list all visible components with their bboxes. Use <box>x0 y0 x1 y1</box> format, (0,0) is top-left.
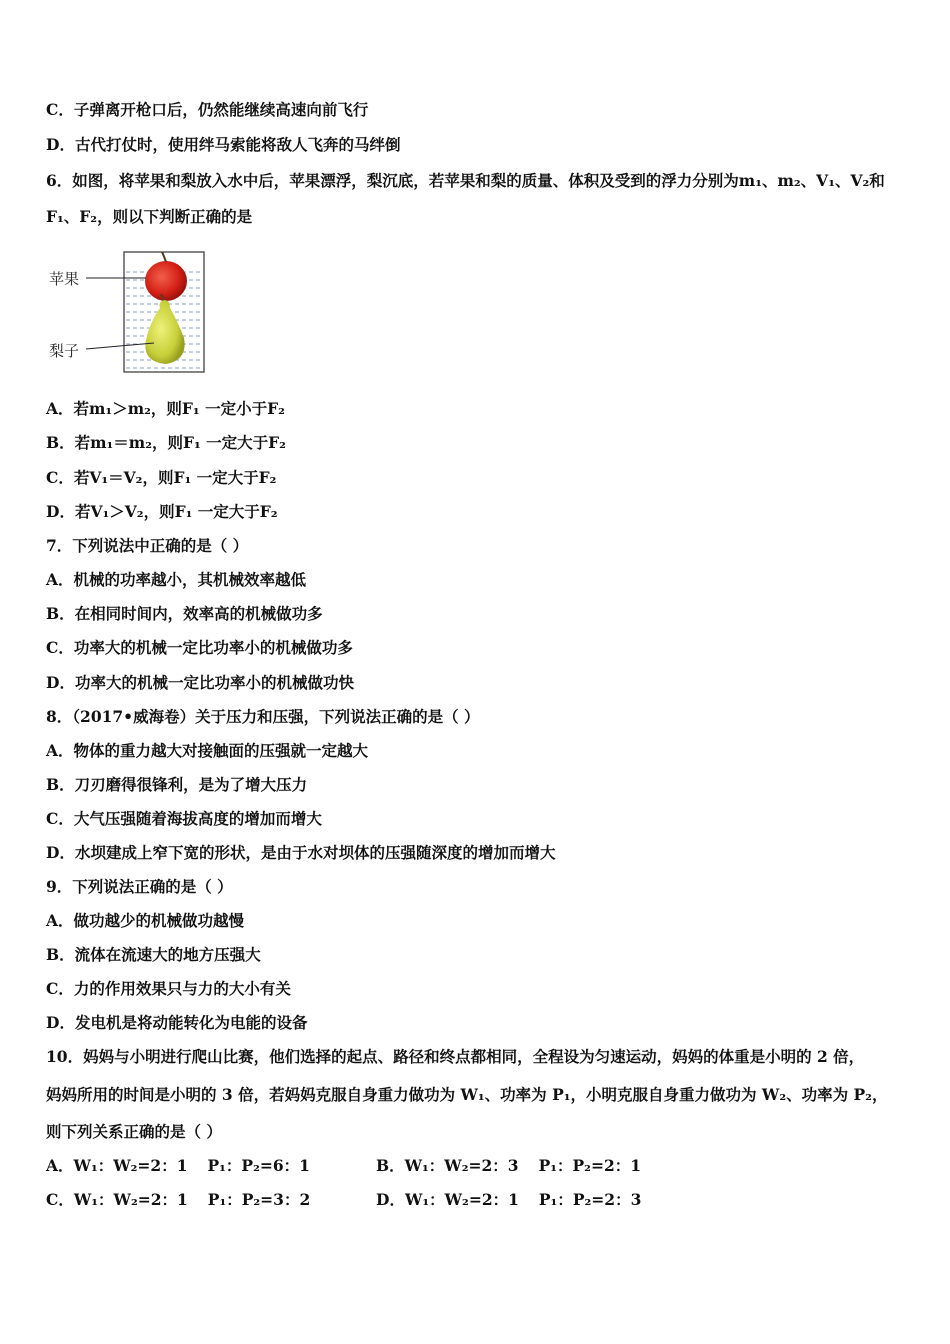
q9-option-c: C．力的作用效果只与力的大小有关 <box>46 979 291 998</box>
q8-option-d: D．水坝建成上窄下宽的形状，是由于水对坝体的压强随深度的增加而增大 <box>46 843 556 862</box>
q10-option-b <box>376 1156 641 1176</box>
q8-stem: 8．（2017•威海卷）关于压力和压强，下列说法正确的是（ ） <box>46 707 480 726</box>
apple-label: 苹果 <box>49 270 80 288</box>
q9-option-b: B．流体在流速大的地方压强大 <box>46 945 261 964</box>
q6-stem-line-2: F₁、F₂，则以下判断正确的是 <box>46 207 253 226</box>
q10-option-c-power: P₁：P₂=3：2 <box>207 1190 311 1209</box>
q10-option-c-label: C． <box>46 1190 74 1209</box>
q5-option-d: D．古代打仗时，使用绊马索能将敌人飞奔的马绊倒 <box>46 135 401 154</box>
apple-pear-figure <box>46 248 211 376</box>
q10-option-d <box>376 1190 641 1210</box>
q7-stem: 7．下列说法中正确的是（ ） <box>46 536 249 555</box>
q10-stem-line-2: 妈妈所用的时间是小明的 3 倍，若妈妈克服自身重力做功为 W₁、功率为 P₁，小明克服自身重力做功为 W₂、功率为 P₂， <box>46 1085 888 1104</box>
q6-option-d: D．若V₁＞V₂，则F₁ 一定大于F₂ <box>46 502 278 521</box>
pear-label: 梨子 <box>49 342 80 360</box>
q10-option-c-work: W₁：W₂=2：1 <box>73 1190 188 1209</box>
q7-option-b: B．在相同时间内，效率高的机械做功多 <box>46 604 323 623</box>
q6-option-a: A．若m₁＞m₂，则F₁ 一定小于F₂ <box>46 399 285 418</box>
q7-option-c: C．功率大的机械一定比功率小的机械做功多 <box>46 638 353 657</box>
q10-option-a-power: P₁：P₂=6：1 <box>207 1156 310 1175</box>
q10-option-b-work: W₁：W₂=2：3 <box>404 1156 519 1175</box>
q10-option-d-work: W₁：W₂=2：1 <box>404 1190 519 1209</box>
q5-option-c: C．子弹离开枪口后，仍然能继续高速向前飞行 <box>46 100 369 119</box>
q10-option-b-power: P₁：P₂=2：1 <box>538 1156 642 1175</box>
q10-option-d-label: D． <box>376 1190 405 1209</box>
q9-option-d: D．发电机是将动能转化为电能的设备 <box>46 1013 308 1032</box>
q8-option-c: C．大气压强随着海拔高度的增加而增大 <box>46 809 322 828</box>
q6-option-c: C．若V₁＝V₂，则F₁ 一定大于F₂ <box>46 468 277 487</box>
q10-option-a-label: A． <box>46 1156 74 1175</box>
q6-option-b: B．若m₁＝m₂，则F₁ 一定大于F₂ <box>46 433 286 452</box>
q8-option-a: A．物体的重力越大对接触面的压强就一定越大 <box>46 741 369 760</box>
q8-option-b: B．刀刃磨得很锋利，是为了增大压力 <box>46 775 308 794</box>
q10-option-d-power: P₁：P₂=2：3 <box>538 1190 642 1209</box>
q6-stem-line-1: 6．如图，将苹果和梨放入水中后，苹果漂浮，梨沉底，若苹果和梨的质量、体积及受到的浮力分别为m₁、m₂、V₁、V₂和 <box>46 171 885 190</box>
q7-option-d: D．功率大的机械一定比功率小的机械做功快 <box>46 673 354 692</box>
q10-option-b-label: B． <box>376 1156 405 1175</box>
q9-option-a: A．做功越少的机械做功越慢 <box>46 911 245 930</box>
q10-option-a-work: W₁：W₂=2：1 <box>73 1156 188 1175</box>
q10-stem-line-3: 则下列关系正确的是（ ） <box>46 1122 222 1141</box>
q10-option-a <box>46 1156 310 1176</box>
q9-stem: 9．下列说法正确的是（ ） <box>46 877 233 896</box>
q10-stem-line-1: 10．妈妈与小明进行爬山比赛，他们选择的起点、路径和终点都相同，全程设为匀速运动，妈妈的体重是小明的 2 倍， <box>46 1047 865 1066</box>
q10-option-c <box>46 1190 310 1210</box>
q7-option-a: A．机械的功率越小，其机械效率越低 <box>46 570 307 589</box>
